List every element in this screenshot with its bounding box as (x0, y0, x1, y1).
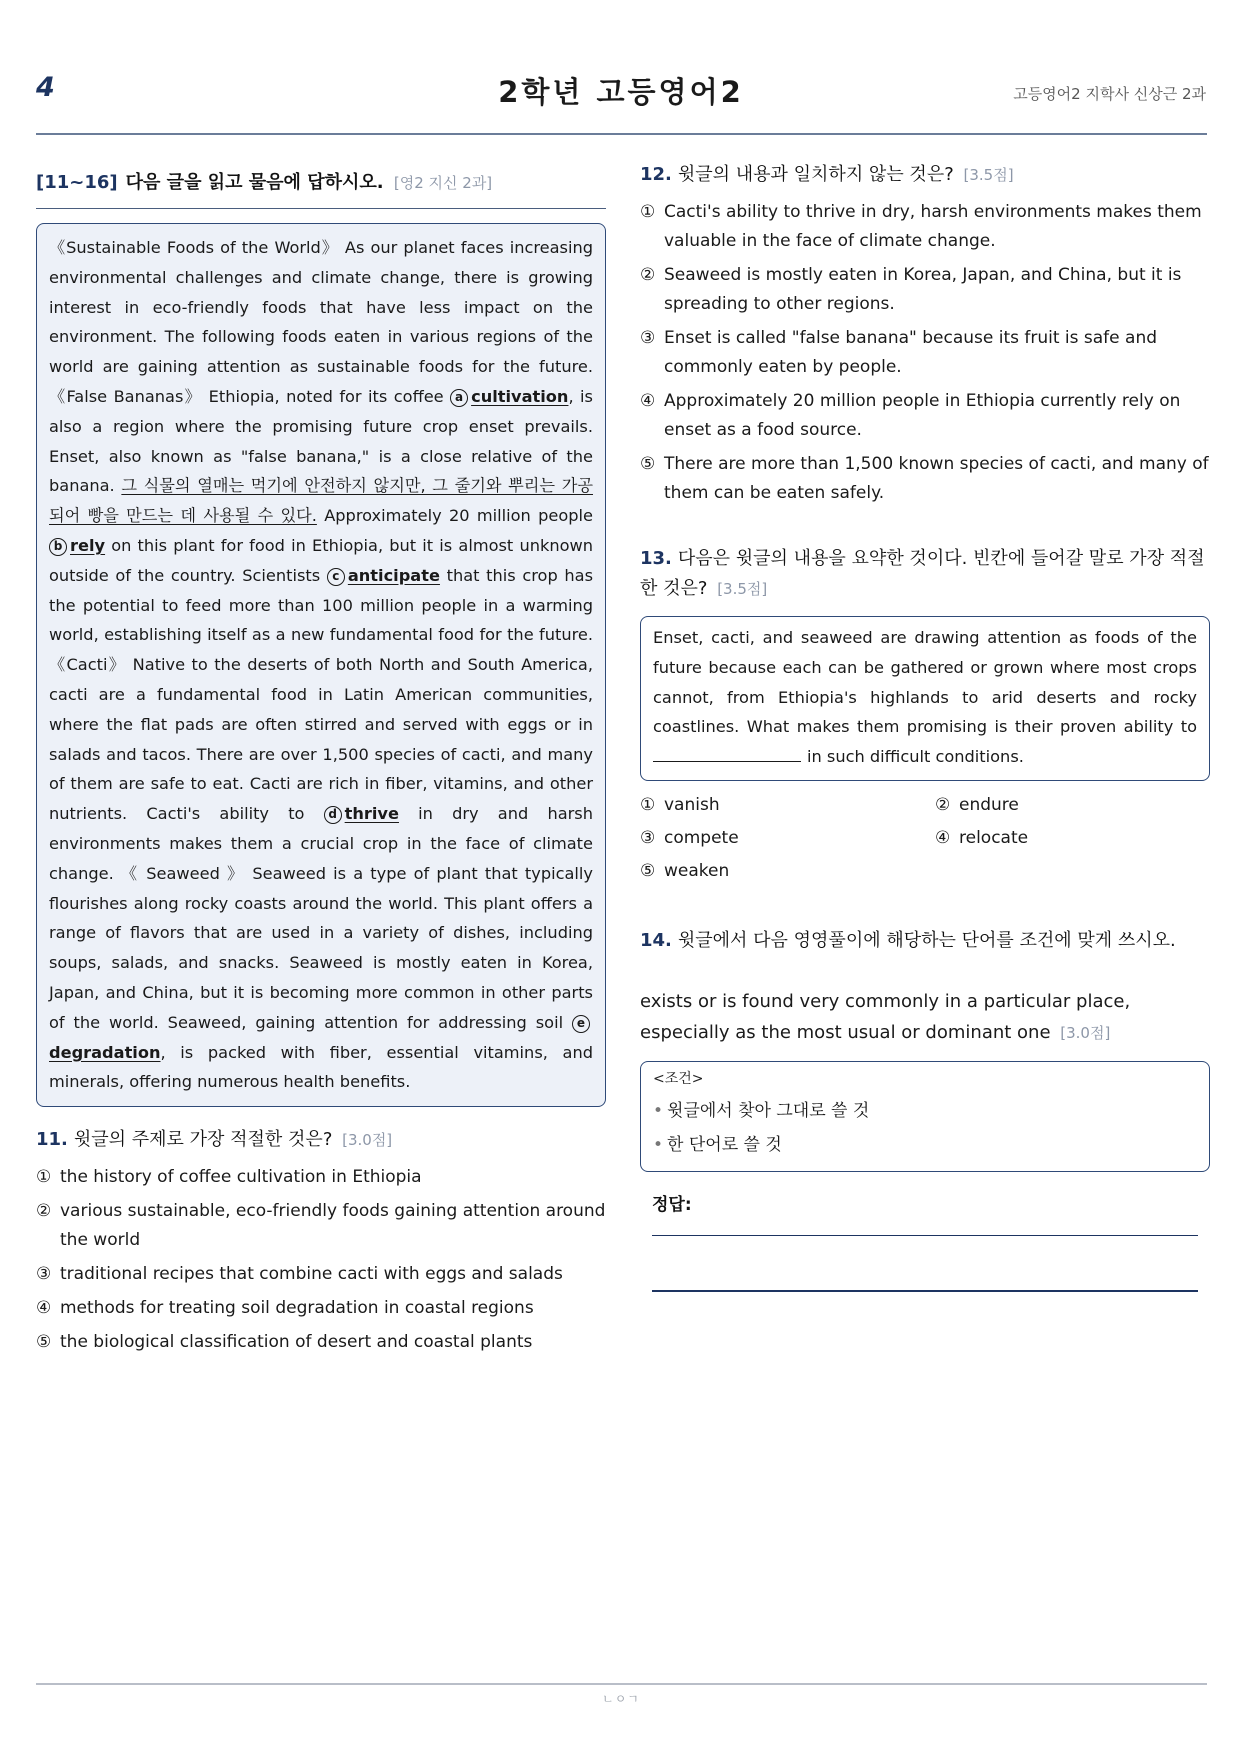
option-marker: ④ (36, 1298, 52, 1319)
section-heading (36, 168, 606, 209)
answer-line-1[interactable] (652, 1235, 1198, 1237)
option-text: vanish (664, 794, 720, 815)
question-13 (640, 544, 1210, 890)
passage-text: in dry and harsh environments makes them a crucial crop in the face of climate change. 《 Seaweed 》 Seaweed is a type of plant that typically flourishes along rocky coasts around the world. This plant offers a range of flavors that are used in a variety of dishes, including soups, salads, and snacks. Seaweed is mostly eaten in Korea, Japan, and China, but it is becoming more common in other parts of the world. Seaweed, gaining attention for addressing soil (49, 804, 593, 1032)
question-11-title (36, 1125, 606, 1155)
answer-option-5[interactable] (36, 1328, 606, 1357)
footer-mark: ㄴㅇㄱ (602, 1692, 640, 1706)
question-14 (640, 926, 1210, 1292)
option-marker: ⑤ (640, 860, 656, 881)
option-marker: ③ (36, 1264, 52, 1285)
conditions-box (640, 1061, 1210, 1172)
question-text: 윗글의 주제로 가장 적절한 것은? (73, 1129, 333, 1151)
answer-option-3[interactable] (640, 824, 915, 853)
definition-text: exists or is found very commonly in a particular place, especially as the most usual or dominant one (640, 990, 1131, 1043)
option-marker: ① (640, 794, 656, 815)
bullet-icon: • (653, 1134, 664, 1155)
answer-option-4[interactable] (36, 1294, 606, 1323)
question-text: 윗글에서 다음 영영풀이에 해당하는 단어를 조건에 맞게 쓰시오. (677, 929, 1176, 951)
header-meta: 고등영어2 지학사 신상근 2과 (1013, 85, 1206, 103)
passage-text: that this crop has the potential to feed more than 100 million people in a warming world, establishing itself as a new fundamental food for the future. 《Cacti》 Native to the deserts of both North and South America, cacti are a fundamental food in Latin American communities, where the flat pads are often stirred and served with eggs or in salads and tacos. There are over 1,500 species of cacti, and many of them are safe to eat. Cacti are rich in fiber, vitamins, and other nutrients. Cacti's ability to (49, 565, 593, 824)
answer-option-5[interactable] (640, 857, 915, 886)
keyword-anticipate: anticipate (347, 565, 440, 585)
passage-text: on this plant for food in Ethiopia, but it is almost unknown outside of the country. Scientists (49, 535, 593, 585)
question-points: [3.0점] (1060, 1023, 1111, 1042)
option-text: traditional recipes that combine cacti with eggs and salads (60, 1264, 563, 1285)
summary-text-end: in such difficult conditions. (807, 747, 1024, 767)
header-divider (36, 133, 1207, 135)
marker-e: e (572, 1015, 590, 1033)
section-range: [11~16] (36, 172, 118, 193)
question-11 (36, 1125, 606, 1357)
passage-text: Approximately 20 million people (316, 506, 593, 526)
option-marker: ② (935, 794, 951, 815)
keyword-thrive: thrive (344, 804, 399, 824)
answer-option-3[interactable] (36, 1260, 606, 1289)
option-text: weaken (664, 860, 730, 881)
question-points: [3.5점] (717, 580, 768, 598)
answer-option-1[interactable] (640, 791, 915, 820)
answer-option-2[interactable] (36, 1197, 606, 1255)
question-number: 13. (640, 548, 672, 569)
question-12 (640, 160, 1210, 508)
option-marker: ⑤ (640, 454, 656, 474)
left-column (36, 168, 606, 1362)
answer-option-2[interactable] (935, 791, 1210, 820)
question-text: 다음은 윗글의 내용을 요약한 것이다. 빈칸에 들어갈 말로 가장 적절한 것은? (640, 548, 1205, 599)
option-marker: ③ (640, 827, 656, 848)
summary-text: Enset, cacti, and seaweed are drawing attention as foods of the future because each can be gathered or grown where most crops cannot, from Ethiopia's highlands to arid deserts and rocky coastlines. What makes them promising is their proven ability to (653, 628, 1197, 737)
question-text: 윗글의 내용과 일치하지 않는 것은? (677, 164, 954, 185)
summary-box (640, 616, 1210, 781)
question-number: 12. (640, 164, 672, 185)
reading-passage (36, 223, 606, 1107)
option-text: the biological classification of desert and coastal plants (60, 1332, 533, 1353)
marker-a: a (450, 389, 468, 407)
footer-divider (36, 1683, 1207, 1685)
passage-text: 《Sustainable Foods of the World》 As our planet faces increasing environmental challenges and climate change, there is growing interest in eco-friendly foods that have less impact on the environment. The following foods eaten in various regions of the world are gaining attention as sustainable foods for the future. 《False Bananas》 Ethiopia, noted for its coffee (49, 238, 593, 406)
page-title: 2학년 고등영어2 (498, 75, 744, 109)
question-12-options (640, 198, 1210, 508)
section-tag: [영2 지신 2과] (393, 174, 493, 192)
answer-option-5[interactable] (640, 450, 1210, 508)
option-marker: ③ (640, 328, 656, 348)
option-marker: ② (640, 265, 656, 285)
option-text: There are more than 1,500 known species of cacti, and many of them can be eaten safely. (664, 454, 1209, 503)
bullet-icon: • (653, 1100, 664, 1121)
answer-option-4[interactable] (640, 387, 1210, 445)
question-points: [3.5점] (963, 166, 1014, 184)
summary-blank (653, 744, 801, 762)
option-marker: ⑤ (36, 1332, 52, 1353)
answer-option-1[interactable] (640, 198, 1210, 256)
option-text: Approximately 20 million people in Ethiopia currently rely on enset as a food source. (664, 391, 1181, 440)
question-number: 11. (36, 1129, 68, 1151)
marker-c: c (327, 568, 345, 586)
option-text: Cacti's ability to thrive in dry, harsh environments makes them valuable in the face of climate change. (664, 202, 1202, 251)
question-points: [3.0점] (342, 1131, 393, 1150)
answer-line-2[interactable] (652, 1290, 1198, 1292)
option-marker: ② (36, 1201, 52, 1222)
section-instruction: 다음 글을 읽고 물음에 답하시오. (125, 172, 384, 193)
question-number: 14. (640, 929, 672, 951)
page-number: 4 (36, 72, 55, 103)
answer-option-1[interactable] (36, 1163, 606, 1192)
option-marker: ④ (935, 827, 951, 848)
option-text: compete (664, 827, 739, 848)
answer-option-3[interactable] (640, 324, 1210, 382)
right-column (640, 160, 1210, 1292)
question-12-title (640, 160, 1210, 190)
option-text: endure (959, 794, 1019, 815)
answer-option-4[interactable] (935, 824, 1210, 853)
option-text: various sustainable, eco-friendly foods gaining attention around the world (60, 1201, 606, 1251)
option-marker: ④ (640, 391, 656, 411)
underlined-korean-sentence: 그 식물의 열매는 먹기에 안전하지 않지만, 그 줄기와 뿌리는 가공되어 빵을 만드는 데 사용될 수 있다. (49, 476, 593, 526)
option-marker: ① (640, 202, 656, 222)
keyword-degradation: degradation (49, 1042, 161, 1062)
condition-text: 한 단어로 쓸 것 (667, 1134, 782, 1155)
condition-item (653, 1128, 1197, 1162)
option-marker: ① (36, 1167, 52, 1188)
option-text: Seaweed is mostly eaten in Korea, Japan, and China, but it is spreading to other regions. (664, 265, 1182, 314)
conditions-title: <조건> (653, 1070, 704, 1087)
option-text: methods for treating soil degradation in coastal regions (60, 1298, 534, 1319)
question-13-options (640, 791, 1210, 890)
marker-b: b (49, 538, 67, 556)
question-13-title (640, 544, 1210, 604)
answer-label: 정답: (652, 1194, 692, 1215)
question-14-title (640, 926, 1210, 956)
condition-item (653, 1094, 1197, 1128)
english-definition (640, 986, 1210, 1049)
passage-text: , is also a region where the promising future crop enset prevails. Enset, also known as "false banana," is a close relative of the banana. (49, 386, 593, 496)
keyword-cultivation: cultivation (471, 386, 569, 406)
answer-option-2[interactable] (640, 261, 1210, 319)
passage-text: , is packed with fiber, essential vitamins, and minerals, offering numerous health benefits. (49, 1042, 593, 1092)
option-text: Enset is called "false banana" because its fruit is safe and commonly eaten by people. (664, 328, 1158, 377)
marker-d: d (324, 806, 342, 824)
option-text: the history of coffee cultivation in Ethiopia (60, 1167, 422, 1188)
condition-text: 윗글에서 찾아 그대로 쓸 것 (667, 1100, 870, 1121)
keyword-rely: rely (70, 535, 106, 555)
option-text: relocate (959, 827, 1029, 848)
question-11-options (36, 1163, 606, 1357)
